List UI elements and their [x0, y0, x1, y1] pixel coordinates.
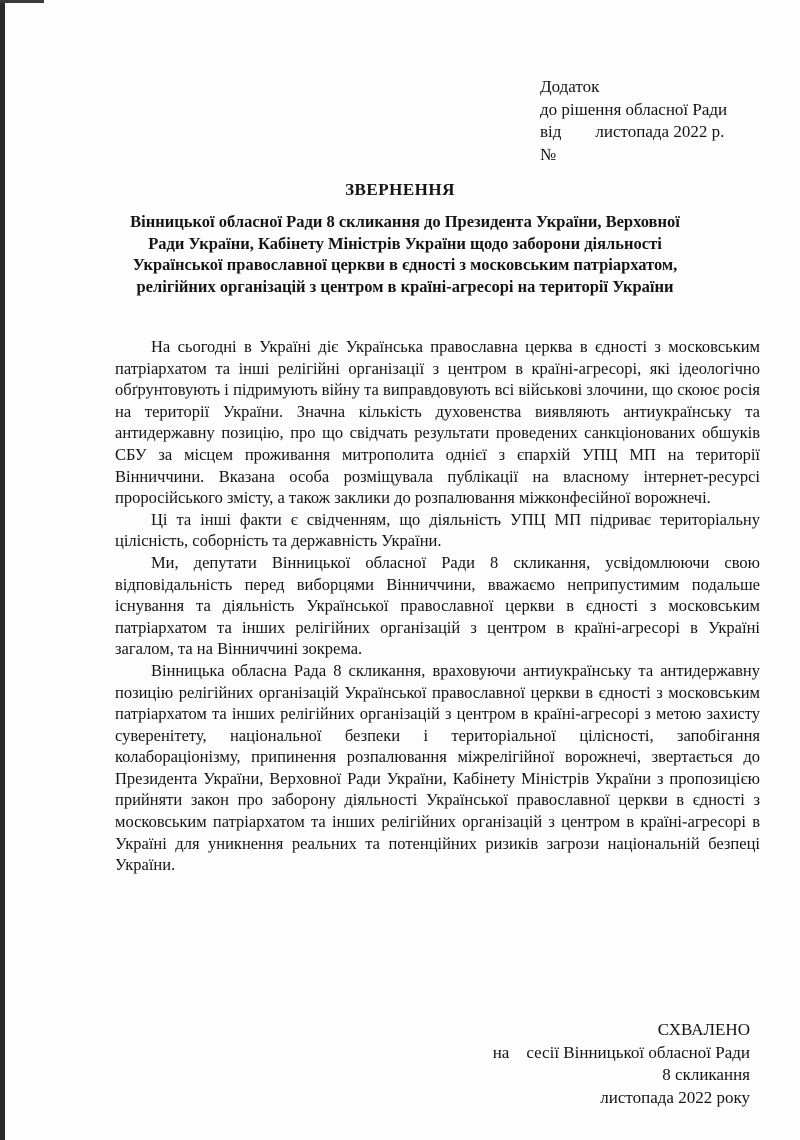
annex-date: від листопада 2022 р. [540, 122, 725, 141]
scan-edge-shadow [0, 0, 5, 1140]
approval-session: на сесії Вінницької обласної Ради [492, 1042, 750, 1062]
approval-block [440, 1019, 750, 1109]
annex-block [540, 76, 727, 166]
annex-label: Додаток [540, 77, 600, 96]
approval-date: листопада 2022 року [600, 1087, 750, 1107]
body-paragraph: Ці та інші факти є свідченням, що діяльність УПЦ МП підриває територіальну цілісність, соборність та державність України. [115, 509, 760, 551]
body-paragraph: Ми, депутати Вінницької обласної Ради 8 скликання, усвідомлюючи свою відповідальність перед виборцями Вінниччини, вважаємо неприпустимим подальше існування та діяльність Української православної церкви в єдності з московським патріархатом та інших релігійних організацій з центром в країні-агресорі в Україні загалом, та на Вінниччині зокрема. [115, 552, 760, 659]
body-paragraph: Вінницька обласна Рада 8 скликання, враховуючи антиукраїнську та антидержавну позицію релігійних організацій Української православної церкви в єдності з московським патріархатом та інших релігійних організацій з центром в країні-агресорі з метою захисту суверенітету, національної безпеки і територіальної цілісності, запобігання колабораціонізму, припинення розпалювання міжрелігійної ворожнечі, звертається до Президента України, Верховної Ради України, Кабінету Міністрів України з пропозицією прийняти закон про заборону діяльності Української православної церкви в єдності з московським патріархатом та інших релігійних організацій з центром в країні-агресорі в Україні для уникнення реальних та потенційних ризиків загрози національній безпеці України. [115, 660, 760, 875]
document-subtitle: Вінницької обласної Ради 8 скликання до Президента України, Верховної Ради України, Кабінету Міністрів України щодо заборони діяльності Української православної церкви в єдності з московським патріархатом, релігійних організацій з центром в країні-агресорі на території України [130, 212, 680, 296]
scan-top-mark [0, 0, 44, 3]
approval-label: СХВАЛЕНО [657, 1020, 750, 1039]
document-title: ЗВЕРНЕННЯ [345, 180, 455, 199]
document-body [115, 336, 760, 876]
annex-number: № [540, 144, 557, 164]
annex-decision: до рішення обласної Ради [540, 99, 728, 119]
body-paragraph: На сьогодні в Україні діє Українська православна церква в єдності з московським патріархатом та інші релігійні організації з центром в країні-агресорі, які ідеологічно обґрунтовують і підримують війну та виправдовують всі військові злочини, що скоює росія на території України. Значна кількість духовенства виявляють антиукраїнську та антидержавну позицію, про що свідчать результати проведених санкціонованих обшуків СБУ за місцем проживання митрополита однієї з єпархій УПЦ МП на території Вінниччини. Вказана особа розміщувала публікації на власному інтернет-ресурсі проросійського змісту, а також заклики до розпалювання міжконфесійної ворожнечі. [115, 337, 760, 508]
approval-convocation: 8 скликання [662, 1065, 750, 1084]
